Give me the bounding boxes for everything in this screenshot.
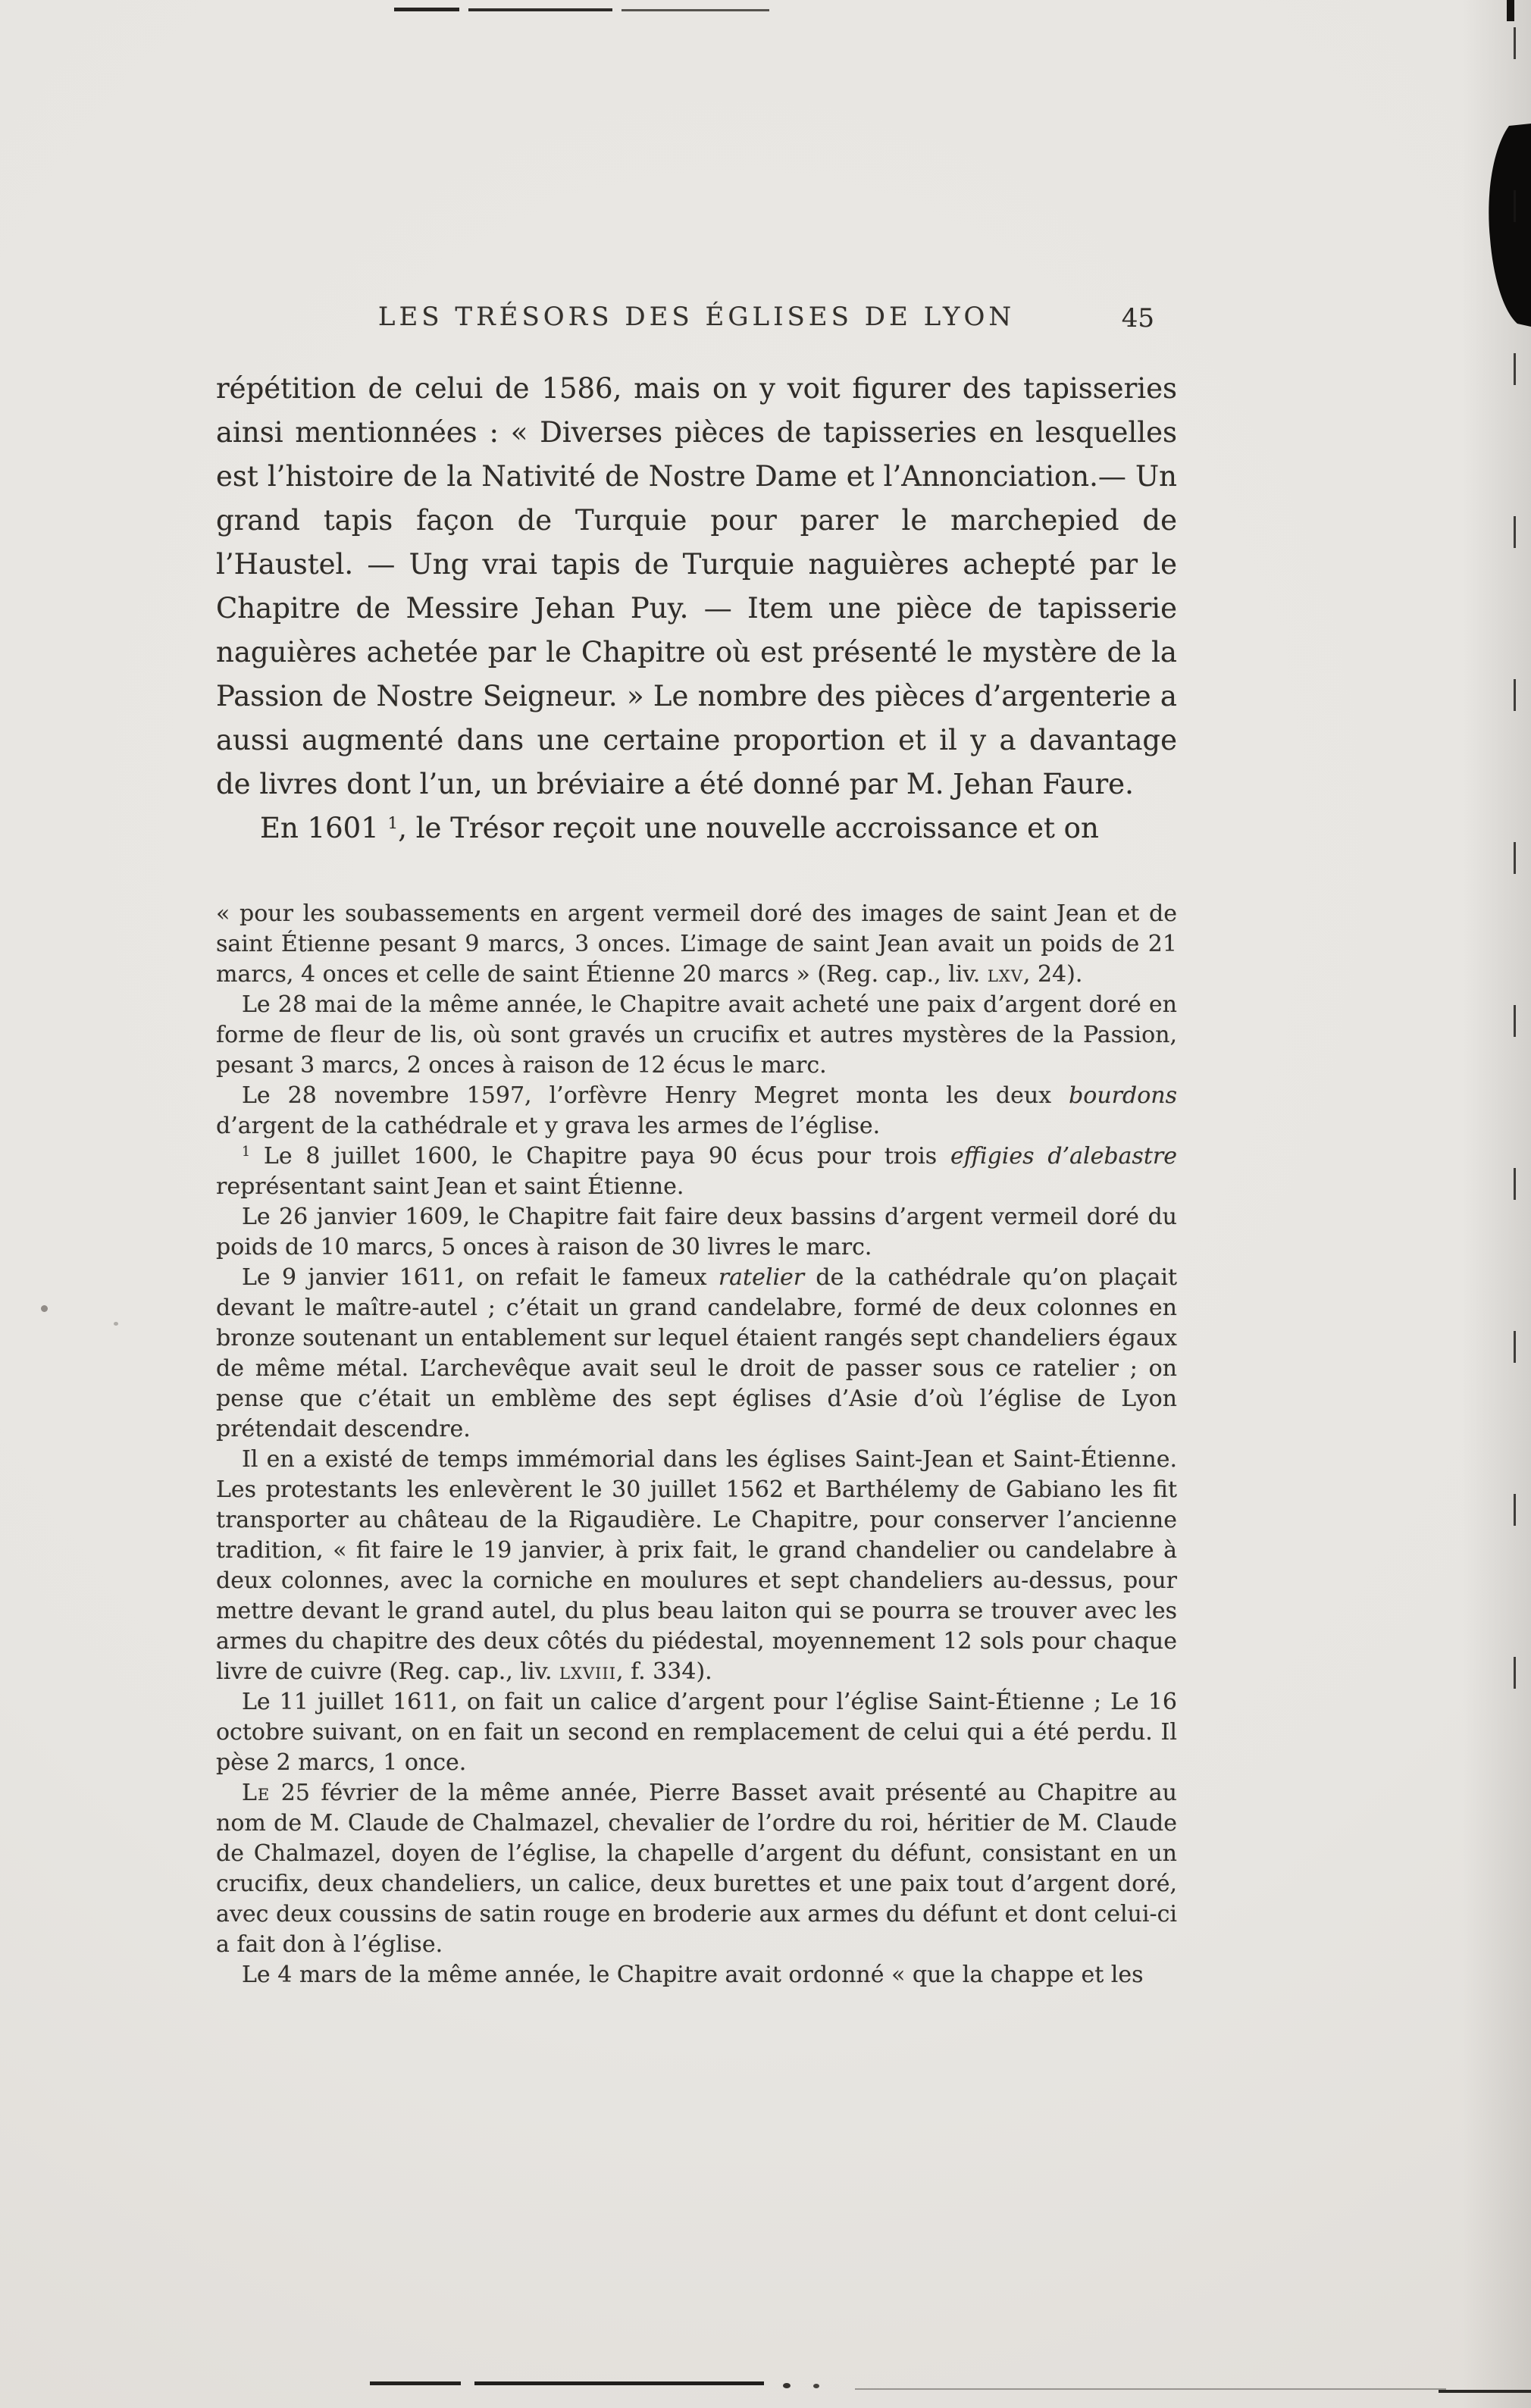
scan-dash	[474, 2381, 764, 2385]
text-run: d’argent de la cathédrale et y grava les armes de l’église.	[216, 1113, 881, 1139]
scan-dash	[394, 8, 459, 11]
text-run: « pour les soubassements en argent vermeil doré des images de saint Jean et de saint Étienne pesant 9 marcs, 3 onces. L’image de saint Jean avait un poids de 21 marcs, 4 onces et celle de saint Étienne 20 marcs » (Reg. cap., liv.	[216, 900, 1177, 988]
scan-artifact-ink-blob	[1480, 124, 1531, 327]
scan-artifact-corner-mark	[1507, 0, 1514, 21]
footnote-paragraph	[216, 1445, 1177, 1687]
text-run: Il en a existé de temps immémorial dans les églises Saint-Jean et Saint-Étienne. Les protestants les enlevèrent le 30 juillet 1562 et Barthélemy de Gabiano les fit transporter au château de la Rigaudière. Le Chapitre, pour conserver l’ancienne tradition, « fit faire le 19 janvier, à prix fait, le grand chandelier ou candelabre à deux colonnes, avec la corniche en moulures et sept chandeliers au-dessus, pour mettre devant le grand autel, du plus beau laiton qui se pourra se trouver avec les armes du chapitre des deux côtés du piédestal, moyennement 12 sols pour chaque livre de cuivre (Reg. cap., liv.	[216, 1446, 1177, 1685]
text-run: , 24).	[1022, 961, 1083, 988]
scan-dash	[1439, 2390, 1531, 2393]
text-run: lxv	[987, 961, 1023, 988]
running-title: LES TRÉSORS DES ÉGLISES DE LYON	[377, 302, 1016, 332]
scan-artifact-speck	[114, 1322, 118, 1326]
footnote-paragraph	[216, 899, 1177, 990]
text-run: , f. 334).	[616, 1658, 712, 1685]
text-run: ratelier	[718, 1264, 805, 1291]
scan-dot	[813, 2384, 819, 2388]
footnote-paragraph	[216, 990, 1177, 1081]
text-run: Le 4 mars de la même année, le Chapitre avait ordonné « que la chappe et les	[242, 1962, 1144, 1988]
scan-artifact-speck	[41, 1305, 48, 1312]
footnotes	[216, 899, 1177, 1990]
scan-dash	[855, 2388, 1446, 2390]
footnote-paragraph	[216, 1960, 1177, 1990]
scan-dash	[468, 8, 612, 11]
text-run: 1	[387, 814, 399, 834]
text-run: , le Trésor reçoit une nouvelle accroissance et on	[398, 812, 1099, 844]
text-run: Le 28 novembre 1597, l’orfèvre Henry Megret monta les deux	[242, 1082, 1069, 1109]
text-run: Le 11 juillet 1611, on fait un calice d’argent pour l’église Saint-Étienne ; Le 16 octobre suivant, on en fait un second en remplacement de celui qui a été perdu. Il pèse 2 marcs, 1 once.	[216, 1689, 1177, 1776]
scan-dash	[621, 9, 769, 11]
page-number: 45	[1121, 303, 1154, 333]
footnote-paragraph	[216, 1141, 1177, 1202]
footnote-paragraph	[216, 1263, 1177, 1445]
body-paragraph	[216, 367, 1177, 806]
text-run: 25 février de la même année, Pierre Basset avait présenté au Chapitre au nom de M. Claude de Chalmazel, chevalier de l’ordre du roi, héritier de M. Claude de Chalmazel, doyen de l’église, la chapelle d’argent du défunt, consistant en un crucifix, deux chandeliers, un calice, deux burettes et une paix tout d’argent doré, avec deux coussins de satin rouge en broderie aux armes du défunt et dont celui-ci a fait don à l’église.	[216, 1780, 1177, 1958]
footnote-paragraph	[216, 1081, 1177, 1141]
text-run: Le 8 juillet 1600, le Chapitre paya 90 écus pour trois	[250, 1143, 950, 1170]
text-run: Le 9 janvier 1611, on refait le fameux	[242, 1264, 719, 1291]
text-column	[216, 302, 1177, 1990]
text-run: 1	[242, 1145, 251, 1160]
body-text	[216, 367, 1177, 850]
text-run: de la cathédrale qu’on plaçait devant le maître-autel ; c’était un grand candelabre, formé de deux colonnes en bronze soutenant un entablement sur lequel étaient rangés sept chandeliers égaux de même métal. L’archevêque avait seul le droit de passer sous ce ratelier ; on pense que c’était un emblème des sept églises d’Asie d’où l’église de Lyon prétendait descendre.	[216, 1264, 1177, 1442]
text-run: Le 26 janvier 1609, le Chapitre fait faire deux bassins d’argent vermeil doré du poids de 10 marcs, 5 onces à raison de 30 livres le marc.	[216, 1204, 1177, 1260]
text-run: Le	[242, 1780, 271, 1806]
footnote-paragraph	[216, 1778, 1177, 1960]
text-run: répétition de celui de 1586, mais on y voit figurer des tapisseries ainsi mentionnées : « Diverses pièces de tapisseries en lesquelles est l’histoire de la Nativité de Nostre Dame et l’Annonciation.— Un grand tapis façon de Turquie pour parer le marchepied de l’Haustel. — Ung vrai tapis de Turquie naguières achepté par le Chapitre de Messire Jehan Puy. — Item une pièce de tapisserie naguières achetée par le Chapitre où est présenté le mystère de la Passion de Nostre Seigneur. » Le nombre des pièces d’argenterie a aussi augmenté dans une certaine proportion et il y a davantage de livres dont l’un, un bréviaire a été donné par M. Jehan Faure.	[216, 372, 1177, 800]
text-run: En 1601	[260, 812, 388, 844]
page-header	[216, 302, 1177, 341]
text-run: représentant saint Jean et saint Étienne.	[216, 1173, 684, 1200]
scan-dot	[783, 2383, 791, 2388]
footnote-paragraph	[216, 1687, 1177, 1778]
scan-dash	[370, 2381, 461, 2385]
text-run: effigies d’alebastre	[950, 1143, 1177, 1170]
scan-artifact-edge-line	[1514, 27, 1516, 1771]
text-run: lxviii	[559, 1658, 616, 1685]
footnote-paragraph	[216, 1202, 1177, 1263]
scan-artifact-top-dashes	[394, 8, 773, 14]
text-run: Le 28 mai de la même année, le Chapitre avait acheté une paix d’argent doré en forme de fleur de lis, où sont gravés un crucifix et autres mystères de la Passion, pesant 3 marcs, 2 onces à raison de 12 écus le marc.	[216, 991, 1177, 1079]
text-run: bourdons	[1069, 1082, 1177, 1109]
scan-artifact-bottom-dashes	[370, 2381, 1531, 2394]
body-paragraph	[216, 806, 1177, 850]
